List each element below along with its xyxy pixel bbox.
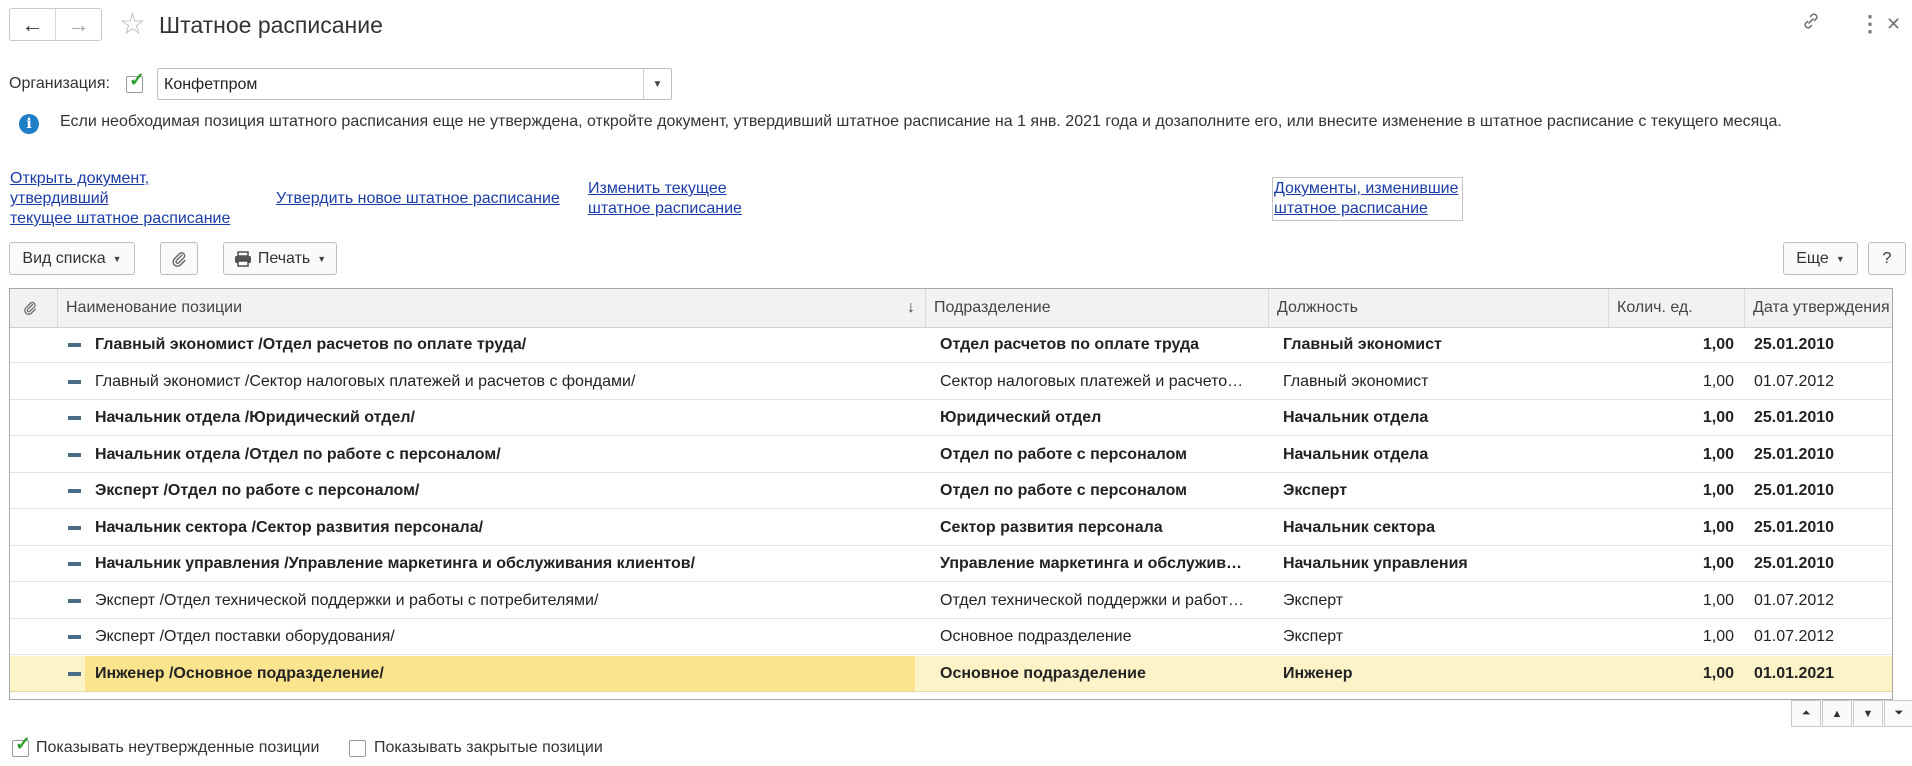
change-current-link-line: штатное расписание [588,200,742,217]
cell-position-name: Главный экономист /Сектор налоговых платежей и расчетов с фондами/ [95,372,636,390]
arrow-left-icon: ← [21,11,44,37]
positions-table[interactable] [9,288,1893,700]
cell-position-name: Начальник сектора /Сектор развития персонала/ [95,518,484,536]
show-unapproved-label: Показывать неутвержденные позиции [36,739,320,756]
header-department[interactable]: Подразделение [925,289,1268,327]
header-position-name[interactable] [57,289,925,327]
cell-quantity: 1,00 [1702,445,1734,463]
table-row[interactable] [10,327,1892,363]
table-row[interactable] [10,619,1892,655]
page-title: Штатное расписание [159,12,383,38]
history-nav [9,8,102,41]
help-icon: ? [1882,249,1892,267]
position-item-icon [68,453,81,457]
documents-changed-link-line: штатное расписание [1274,200,1428,217]
favorite-star-icon[interactable]: ☆ [119,8,146,41]
cell-quantity: 1,00 [1702,518,1734,536]
cell-approval-date: 01.07.2012 [1754,591,1835,609]
show-unapproved-checkbox[interactable] [12,734,31,757]
arrow-right-icon: → [67,11,90,37]
paperclip-icon [170,250,188,268]
organization-checkbox[interactable] [126,70,145,93]
scroll-last-icon: ⏷ [1894,707,1904,719]
cell-quantity: 1,00 [1702,664,1734,682]
forward-button[interactable] [55,9,101,40]
table-row[interactable] [10,473,1892,509]
open-document-link[interactable] [10,169,230,229]
cell-position: Начальник сектора [1283,518,1436,536]
cell-position: Эксперт [1283,628,1344,645]
cell-approval-date: 01.01.2021 [1754,664,1835,682]
cell-approval-date: 25.01.2010 [1754,555,1835,572]
cell-position: Эксперт [1283,482,1348,499]
header-quantity[interactable]: Колич. ед. [1608,289,1744,327]
position-item-icon [68,343,81,347]
scroll-up-button[interactable] [1822,700,1852,727]
view-list-button[interactable] [9,242,135,275]
cell-department: Отдел по работе с персоналом [940,445,1187,463]
cell-quantity: 1,00 [1702,336,1734,353]
table-header [10,289,1892,328]
cell-department: Сектор налоговых платежей и расчето… [940,372,1244,390]
cell-approval-date: 25.01.2010 [1754,445,1835,463]
info-icon: i [19,114,39,134]
header-approval-date[interactable]: Дата утверждения [1744,289,1892,327]
cell-department: Отдел расчетов по оплате труда [940,336,1200,353]
print-label: Печать [257,249,311,267]
cell-approval-date: 25.01.2010 [1754,482,1835,499]
header-position-name-label: Наименование позиции [66,299,243,316]
cell-department: Основное подразделение [940,664,1146,682]
printer-icon [234,251,252,267]
cell-quantity: 1,00 [1702,482,1734,499]
cell-position-name: Эксперт /Отдел технической поддержки и работы с потребителями/ [95,591,599,609]
position-item-icon [68,416,81,420]
link-icon[interactable] [1800,10,1822,39]
cell-approval-date: 25.01.2010 [1754,336,1835,353]
caret-down-icon: ▼ [317,253,327,264]
cell-position-name: Начальник отдела /Юридический отдел/ [95,409,415,426]
scroll-up-icon: ▲ [1831,707,1843,720]
chevron-down-icon: ▼ [652,78,663,90]
organization-field[interactable] [157,68,672,100]
cell-position-name: Эксперт /Отдел по работе с персоналом/ [95,482,420,499]
cell-quantity: 1,00 [1702,591,1734,609]
position-item-icon [68,526,81,530]
documents-changed-schedule-link[interactable] [1272,177,1463,221]
dropdown-button[interactable] [643,69,671,99]
view-list-label: Вид списка [22,249,106,267]
scroll-first-icon: ⏶ [1801,707,1811,719]
documents-changed-link-line: Документы, изменившие [1274,180,1459,197]
table-row[interactable] [10,656,1892,692]
cell-position-name: Инженер /Основное подразделение/ [85,656,915,691]
open-document-link-line: утвердивший [10,190,109,207]
cell-quantity: 1,00 [1702,555,1734,572]
header-attachment-column[interactable] [10,289,57,327]
info-message: Если необходимая позиция штатного расписания еще не утверждена, откройте документ, утвердивший штатное расписание на 1 янв. 2021 года и дозаполните его, или внесите изменение в штатное расписание с текущего месяца. [60,113,1782,130]
cell-position-name: Главный экономист /Отдел расчетов по оплате труда/ [95,336,527,353]
scroll-last-button[interactable] [1884,700,1912,727]
cell-quantity: 1,00 [1702,372,1734,390]
cell-position: Главный экономист [1283,372,1429,390]
organization-label: Организация: [9,75,110,92]
help-button[interactable] [1868,242,1906,275]
show-closed-label: Показывать закрытые позиции [374,739,603,756]
paperclip-icon [22,300,38,316]
more-actions-label: Еще [1796,249,1829,267]
table-row[interactable] [10,437,1892,473]
organization-value: Конфетпром [164,76,258,93]
table-row[interactable] [10,583,1892,619]
cell-position: Начальник отдела [1283,445,1429,463]
cell-position: Эксперт [1283,591,1344,609]
cell-position-name: Начальник отдела /Отдел по работе с персоналом/ [95,445,501,463]
position-item-icon [68,380,81,384]
print-button[interactable] [223,242,337,275]
position-item-icon [68,635,81,639]
open-document-link-line: текущее штатное расписание [10,210,231,227]
scroll-down-button[interactable] [1853,700,1883,727]
cell-department: Отдел технической поддержки и работ… [940,591,1244,609]
back-button[interactable] [10,9,55,40]
more-vertical-icon[interactable]: ⋮ [1859,11,1881,36]
checkmark-icon: ✓ [129,70,145,91]
cell-approval-date: 01.07.2012 [1754,628,1835,645]
cell-quantity: 1,00 [1702,409,1734,426]
cell-position: Инженер [1283,664,1353,682]
position-item-icon [68,562,81,566]
cell-approval-date: 25.01.2010 [1754,409,1835,426]
table-row[interactable] [10,364,1892,400]
scroll-down-icon: ▼ [1862,707,1874,720]
position-item-icon [68,672,81,676]
approve-new-schedule-link[interactable]: Утвердить новое штатное расписание [276,190,560,207]
caret-down-icon: ▼ [1835,253,1845,264]
cell-department: Юридический отдел [940,409,1102,426]
position-item-icon [68,599,81,603]
cell-approval-date: 25.01.2010 [1754,518,1835,536]
cell-position: Главный экономист [1283,336,1442,353]
change-current-link-line: Изменить текущее [588,180,727,197]
cell-position: Начальник отдела [1283,409,1429,426]
change-current-schedule-link[interactable] [588,179,742,219]
open-document-link-line: Открыть документ, [10,170,150,187]
scroll-first-button[interactable] [1791,700,1821,727]
table-row[interactable] [10,510,1892,546]
cell-department: Сектор развития персонала [940,518,1163,536]
sort-arrow-icon: ↓ [907,299,915,316]
cell-department: Основное подразделение [940,628,1132,645]
table-row[interactable] [10,400,1892,436]
table-row[interactable] [10,546,1892,582]
caret-down-icon: ▼ [112,253,122,264]
cell-position: Начальник управления [1283,555,1468,572]
cell-department: Отдел по работе с персоналом [940,482,1187,499]
show-closed-checkbox[interactable] [349,740,366,757]
checkmark-icon: ✓ [15,734,31,755]
close-icon[interactable]: ✕ [1886,14,1902,34]
cell-quantity: 1,00 [1702,628,1734,645]
cell-approval-date: 01.07.2012 [1754,372,1835,390]
cell-position-name: Начальник управления /Управление маркетинга и обслуживания клиентов/ [95,555,696,572]
header-position[interactable]: Должность [1268,289,1608,327]
cell-department: Управление маркетинга и обслужив… [940,555,1243,572]
more-actions-button[interactable] [1783,242,1858,275]
attach-button[interactable] [160,242,198,275]
cell-position-name: Эксперт /Отдел поставки оборудования/ [95,628,395,645]
position-item-icon [68,489,81,493]
